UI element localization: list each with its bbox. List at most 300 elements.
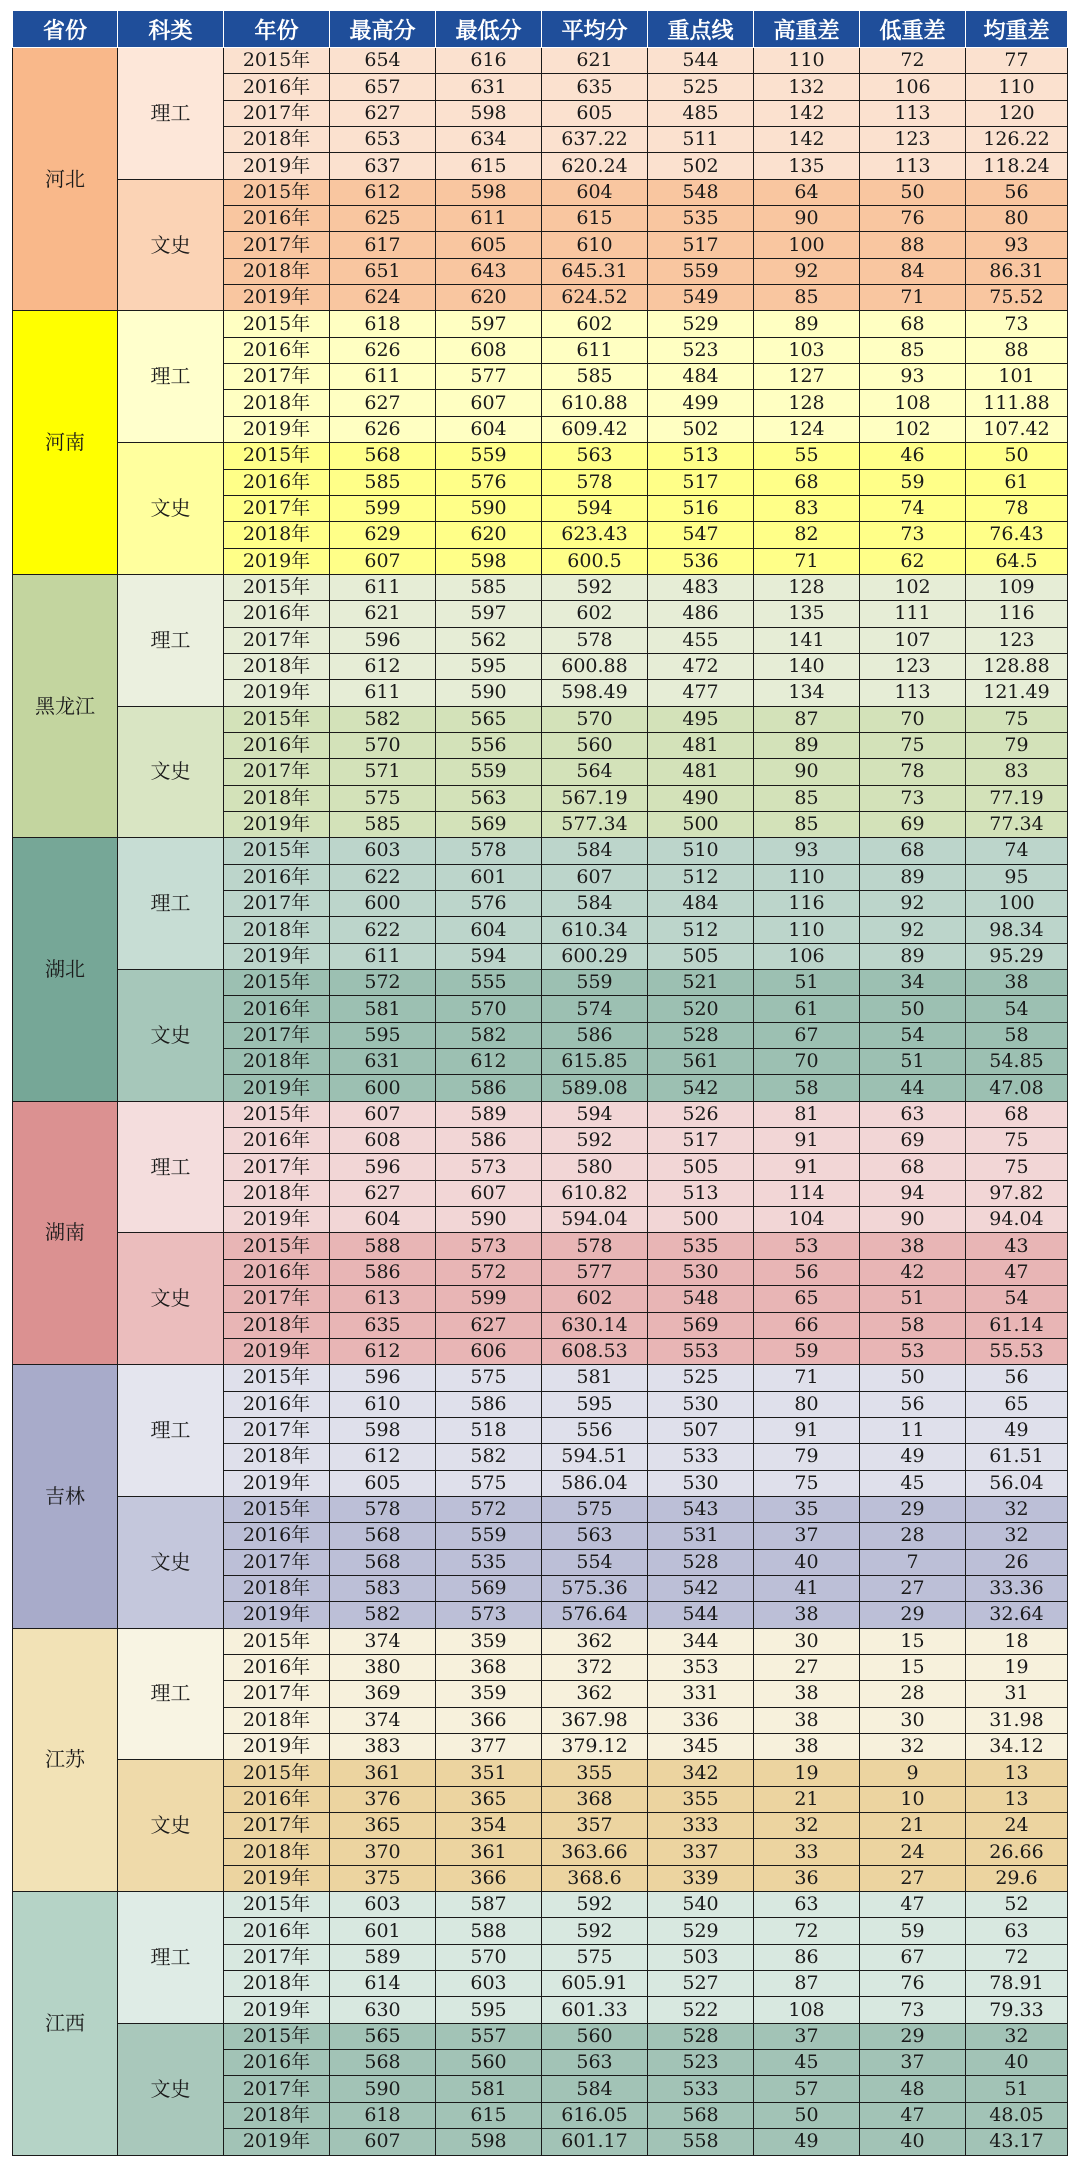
- cell-max-score: 617: [330, 232, 436, 258]
- cell-year: 2017年: [224, 1417, 330, 1443]
- cell-year: 2015年: [224, 48, 330, 74]
- cell-avg-diff: 97.82: [966, 1180, 1068, 1206]
- cell-max-score: 375: [330, 1865, 436, 1891]
- cell-max-score: 603: [330, 1892, 436, 1918]
- cell-max-score: 600: [330, 891, 436, 917]
- cell-min-score: 555: [436, 970, 542, 996]
- table-row: [13, 706, 1068, 732]
- cell-year: 2015年: [224, 970, 330, 996]
- cell-avg-score: 635: [542, 74, 648, 100]
- cell-low-diff: 11: [860, 1417, 966, 1443]
- cell-high-diff: 38: [754, 1734, 860, 1760]
- cell-avg-score: 570: [542, 706, 648, 732]
- cell-max-score: 582: [330, 1602, 436, 1628]
- cell-min-score: 598: [436, 100, 542, 126]
- cell-min-score: 563: [436, 785, 542, 811]
- cell-key-line: 533: [648, 2076, 754, 2102]
- cell-low-diff: 21: [860, 1813, 966, 1839]
- cell-avg-diff: 48.05: [966, 2102, 1068, 2128]
- cell-max-score: 380: [330, 1654, 436, 1680]
- cell-low-diff: 28: [860, 1523, 966, 1549]
- cell-low-diff: 58: [860, 1312, 966, 1338]
- cell-avg-diff: 78.91: [966, 1971, 1068, 1997]
- cell-key-line: 520: [648, 996, 754, 1022]
- cell-year: 2017年: [224, 1549, 330, 1575]
- subject-cell: 文史: [118, 1496, 224, 1628]
- cell-avg-score: 623.43: [542, 522, 648, 548]
- cell-avg-diff: 109: [966, 574, 1068, 600]
- cell-avg-diff: 76.43: [966, 522, 1068, 548]
- cell-year: 2019年: [224, 1338, 330, 1364]
- cell-avg-score: 580: [542, 1154, 648, 1180]
- cell-low-diff: 29: [860, 2023, 966, 2049]
- cell-low-diff: 44: [860, 1075, 966, 1101]
- cell-avg-score: 560: [542, 732, 648, 758]
- cell-avg-diff: 73: [966, 311, 1068, 337]
- cell-min-score: 573: [436, 1602, 542, 1628]
- cell-key-line: 517: [648, 232, 754, 258]
- cell-key-line: 540: [648, 1892, 754, 1918]
- cell-high-diff: 128: [754, 390, 860, 416]
- cell-year: 2019年: [224, 943, 330, 969]
- cell-avg-score: 578: [542, 469, 648, 495]
- cell-min-score: 575: [436, 1470, 542, 1496]
- cell-max-score: 583: [330, 1575, 436, 1601]
- cell-min-score: 595: [436, 653, 542, 679]
- cell-year: 2019年: [224, 548, 330, 574]
- cell-year: 2017年: [224, 759, 330, 785]
- cell-low-diff: 24: [860, 1839, 966, 1865]
- cell-year: 2018年: [224, 917, 330, 943]
- cell-key-line: 530: [648, 1259, 754, 1285]
- cell-key-line: 531: [648, 1523, 754, 1549]
- cell-low-diff: 27: [860, 1575, 966, 1601]
- cell-year: 2019年: [224, 1470, 330, 1496]
- cell-high-diff: 37: [754, 2023, 860, 2049]
- cell-key-line: 503: [648, 1944, 754, 1970]
- cell-min-score: 594: [436, 943, 542, 969]
- cell-high-diff: 127: [754, 364, 860, 390]
- subject-cell: 理工: [118, 311, 224, 443]
- cell-avg-score: 594: [542, 1101, 648, 1127]
- cell-max-score: 601: [330, 1918, 436, 1944]
- cell-year: 2018年: [224, 1180, 330, 1206]
- cell-key-line: 512: [648, 864, 754, 890]
- cell-key-line: 337: [648, 1839, 754, 1865]
- cell-year: 2018年: [224, 390, 330, 416]
- cell-avg-score: 567.19: [542, 785, 648, 811]
- cell-max-score: 596: [330, 1365, 436, 1391]
- cell-year: 2016年: [224, 732, 330, 758]
- cell-key-line: 569: [648, 1312, 754, 1338]
- cell-min-score: 598: [436, 2129, 542, 2155]
- cell-min-score: 535: [436, 1549, 542, 1575]
- cell-low-diff: 30: [860, 1707, 966, 1733]
- province-cell: 江苏: [13, 1628, 118, 1891]
- subject-cell: 理工: [118, 1365, 224, 1497]
- cell-low-diff: 46: [860, 443, 966, 469]
- cell-high-diff: 58: [754, 1075, 860, 1101]
- cell-year: 2016年: [224, 1128, 330, 1154]
- cell-avg-score: 600.5: [542, 548, 648, 574]
- cell-min-score: 559: [436, 759, 542, 785]
- cell-max-score: 600: [330, 1075, 436, 1101]
- cell-low-diff: 34: [860, 970, 966, 996]
- cell-low-diff: 69: [860, 811, 966, 837]
- cell-year: 2017年: [224, 232, 330, 258]
- cell-year: 2018年: [224, 653, 330, 679]
- cell-avg-score: 609.42: [542, 416, 648, 442]
- cell-year: 2019年: [224, 811, 330, 837]
- cell-key-line: 483: [648, 574, 754, 600]
- cell-low-diff: 72: [860, 48, 966, 74]
- cell-avg-score: 602: [542, 601, 648, 627]
- cell-year: 2015年: [224, 1365, 330, 1391]
- cell-key-line: 558: [648, 2129, 754, 2155]
- cell-low-diff: 84: [860, 258, 966, 284]
- cell-max-score: 612: [330, 653, 436, 679]
- cell-high-diff: 85: [754, 785, 860, 811]
- cell-high-diff: 53: [754, 1233, 860, 1259]
- subject-cell: 理工: [118, 48, 224, 180]
- cell-high-diff: 45: [754, 2050, 860, 2076]
- cell-avg-score: 575: [542, 1944, 648, 1970]
- cell-avg-score: 592: [542, 1892, 648, 1918]
- cell-high-diff: 68: [754, 469, 860, 495]
- cell-key-line: 500: [648, 1207, 754, 1233]
- province-cell: 湖北: [13, 838, 118, 1101]
- cell-low-diff: 102: [860, 574, 966, 600]
- cell-min-score: 585: [436, 574, 542, 600]
- cell-min-score: 572: [436, 1259, 542, 1285]
- cell-year: 2016年: [224, 864, 330, 890]
- cell-low-diff: 94: [860, 1180, 966, 1206]
- cell-min-score: 634: [436, 127, 542, 153]
- cell-avg-diff: 93: [966, 232, 1068, 258]
- cell-avg-score: 379.12: [542, 1734, 648, 1760]
- subject-cell: 理工: [118, 838, 224, 970]
- cell-max-score: 612: [330, 1444, 436, 1470]
- cell-avg-diff: 54.85: [966, 1049, 1068, 1075]
- cell-avg-score: 594: [542, 495, 648, 521]
- cell-low-diff: 71: [860, 285, 966, 311]
- cell-year: 2016年: [224, 1259, 330, 1285]
- cell-year: 2015年: [224, 1892, 330, 1918]
- cell-max-score: 585: [330, 811, 436, 837]
- cell-low-diff: 27: [860, 1865, 966, 1891]
- cell-key-line: 561: [648, 1049, 754, 1075]
- cell-avg-diff: 54: [966, 996, 1068, 1022]
- cell-avg-diff: 50: [966, 443, 1068, 469]
- cell-low-diff: 90: [860, 1207, 966, 1233]
- cell-avg-score: 607: [542, 864, 648, 890]
- table-row: [13, 443, 1068, 469]
- cell-max-score: 578: [330, 1496, 436, 1522]
- cell-avg-score: 602: [542, 311, 648, 337]
- cell-avg-diff: 19: [966, 1654, 1068, 1680]
- cell-low-diff: 73: [860, 522, 966, 548]
- cell-key-line: 336: [648, 1707, 754, 1733]
- cell-min-score: 598: [436, 179, 542, 205]
- cell-year: 2016年: [224, 1391, 330, 1417]
- cell-min-score: 581: [436, 2076, 542, 2102]
- cell-low-diff: 59: [860, 1918, 966, 1944]
- cell-avg-diff: 51: [966, 2076, 1068, 2102]
- cell-key-line: 517: [648, 469, 754, 495]
- cell-key-line: 529: [648, 1918, 754, 1944]
- cell-max-score: 637: [330, 153, 436, 179]
- cell-low-diff: 10: [860, 1786, 966, 1812]
- cell-key-line: 516: [648, 495, 754, 521]
- cell-high-diff: 65: [754, 1286, 860, 1312]
- cell-key-line: 528: [648, 1022, 754, 1048]
- cell-avg-score: 621: [542, 48, 648, 74]
- cell-avg-score: 577: [542, 1259, 648, 1285]
- cell-year: 2019年: [224, 1734, 330, 1760]
- cell-year: 2016年: [224, 2050, 330, 2076]
- cell-avg-diff: 116: [966, 601, 1068, 627]
- cell-avg-diff: 13: [966, 1786, 1068, 1812]
- cell-max-score: 626: [330, 416, 436, 442]
- cell-year: 2017年: [224, 1944, 330, 1970]
- cell-year: 2016年: [224, 996, 330, 1022]
- cell-avg-score: 620.24: [542, 153, 648, 179]
- cell-key-line: 544: [648, 48, 754, 74]
- cell-avg-score: 610.88: [542, 390, 648, 416]
- cell-high-diff: 55: [754, 443, 860, 469]
- cell-low-diff: 42: [860, 1259, 966, 1285]
- cell-avg-diff: 94.04: [966, 1207, 1068, 1233]
- cell-high-diff: 66: [754, 1312, 860, 1338]
- cell-year: 2018年: [224, 1707, 330, 1733]
- cell-key-line: 525: [648, 74, 754, 100]
- cell-key-line: 484: [648, 364, 754, 390]
- cell-min-score: 601: [436, 864, 542, 890]
- cell-avg-score: 578: [542, 627, 648, 653]
- cell-max-score: 568: [330, 1549, 436, 1575]
- cell-low-diff: 50: [860, 996, 966, 1022]
- cell-low-diff: 45: [860, 1470, 966, 1496]
- cell-high-diff: 91: [754, 1154, 860, 1180]
- cell-avg-score: 601.33: [542, 1997, 648, 2023]
- cell-avg-score: 554: [542, 1549, 648, 1575]
- cell-min-score: 612: [436, 1049, 542, 1075]
- cell-avg-score: 563: [542, 1523, 648, 1549]
- cell-min-score: 582: [436, 1022, 542, 1048]
- cell-year: 2016年: [224, 1654, 330, 1680]
- cell-low-diff: 75: [860, 732, 966, 758]
- cell-year: 2018年: [224, 258, 330, 284]
- cell-avg-score: 600.29: [542, 943, 648, 969]
- subject-cell: 文史: [118, 706, 224, 838]
- cell-avg-score: 592: [542, 1128, 648, 1154]
- cell-key-line: 529: [648, 311, 754, 337]
- cell-low-diff: 54: [860, 1022, 966, 1048]
- cell-high-diff: 110: [754, 864, 860, 890]
- cell-year: 2016年: [224, 469, 330, 495]
- header-province: 省份: [13, 11, 118, 48]
- cell-high-diff: 32: [754, 1813, 860, 1839]
- cell-avg-score: 372: [542, 1654, 648, 1680]
- cell-key-line: 507: [648, 1417, 754, 1443]
- cell-avg-score: 362: [542, 1681, 648, 1707]
- cell-year: 2018年: [224, 1049, 330, 1075]
- cell-key-line: 511: [648, 127, 754, 153]
- cell-max-score: 608: [330, 1128, 436, 1154]
- cell-key-line: 535: [648, 206, 754, 232]
- cell-low-diff: 92: [860, 891, 966, 917]
- cell-key-line: 486: [648, 601, 754, 627]
- cell-key-line: 481: [648, 759, 754, 785]
- cell-key-line: 559: [648, 258, 754, 284]
- cell-min-score: 582: [436, 1444, 542, 1470]
- cell-key-line: 521: [648, 970, 754, 996]
- cell-high-diff: 83: [754, 495, 860, 521]
- cell-min-score: 559: [436, 1523, 542, 1549]
- cell-min-score: 588: [436, 1918, 542, 1944]
- cell-avg-diff: 47.08: [966, 1075, 1068, 1101]
- subject-cell: 文史: [118, 1760, 224, 1892]
- cell-year: 2015年: [224, 311, 330, 337]
- cell-high-diff: 85: [754, 285, 860, 311]
- cell-min-score: 586: [436, 1391, 542, 1417]
- cell-high-diff: 70: [754, 1049, 860, 1075]
- cell-key-line: 472: [648, 653, 754, 679]
- cell-key-line: 484: [648, 891, 754, 917]
- cell-min-score: 361: [436, 1839, 542, 1865]
- cell-min-score: 365: [436, 1786, 542, 1812]
- cell-low-diff: 15: [860, 1654, 966, 1680]
- cell-low-diff: 9: [860, 1760, 966, 1786]
- cell-low-diff: 38: [860, 1233, 966, 1259]
- cell-avg-score: 563: [542, 2050, 648, 2076]
- cell-avg-diff: 32: [966, 1496, 1068, 1522]
- cell-year: 2017年: [224, 100, 330, 126]
- cell-high-diff: 36: [754, 1865, 860, 1891]
- header-avg-diff: 均重差: [966, 11, 1068, 48]
- cell-min-score: 359: [436, 1628, 542, 1654]
- cell-avg-diff: 123: [966, 627, 1068, 653]
- table-row: [13, 574, 1068, 600]
- cell-key-line: 544: [648, 1602, 754, 1628]
- cell-year: 2019年: [224, 1997, 330, 2023]
- cell-avg-diff: 63: [966, 1918, 1068, 1944]
- cell-max-score: 586: [330, 1259, 436, 1285]
- cell-high-diff: 128: [754, 574, 860, 600]
- cell-avg-diff: 75.52: [966, 285, 1068, 311]
- cell-year: 2017年: [224, 1154, 330, 1180]
- cell-year: 2018年: [224, 1312, 330, 1338]
- cell-key-line: 533: [648, 1444, 754, 1470]
- cell-max-score: 369: [330, 1681, 436, 1707]
- cell-high-diff: 92: [754, 258, 860, 284]
- cell-min-score: 572: [436, 1496, 542, 1522]
- cell-high-diff: 33: [754, 1839, 860, 1865]
- cell-key-line: 526: [648, 1101, 754, 1127]
- cell-key-line: 530: [648, 1391, 754, 1417]
- cell-low-diff: 107: [860, 627, 966, 653]
- cell-min-score: 627: [436, 1312, 542, 1338]
- cell-key-line: 342: [648, 1760, 754, 1786]
- cell-max-score: 599: [330, 495, 436, 521]
- cell-year: 2017年: [224, 1286, 330, 1312]
- cell-min-score: 607: [436, 390, 542, 416]
- cell-avg-score: 367.98: [542, 1707, 648, 1733]
- cell-low-diff: 59: [860, 469, 966, 495]
- cell-high-diff: 19: [754, 1760, 860, 1786]
- cell-min-score: 377: [436, 1734, 542, 1760]
- cell-low-diff: 113: [860, 680, 966, 706]
- subject-cell: 文史: [118, 2023, 224, 2155]
- cell-high-diff: 75: [754, 1470, 860, 1496]
- table-row: [13, 1233, 1068, 1259]
- cell-avg-score: 574: [542, 996, 648, 1022]
- table-row: [13, 311, 1068, 337]
- cell-high-diff: 86: [754, 1944, 860, 1970]
- cell-high-diff: 87: [754, 1971, 860, 1997]
- cell-year: 2015年: [224, 1628, 330, 1654]
- cell-year: 2018年: [224, 1444, 330, 1470]
- header-year: 年份: [224, 11, 330, 48]
- cell-min-score: 605: [436, 232, 542, 258]
- cell-key-line: 513: [648, 1180, 754, 1206]
- cell-low-diff: 47: [860, 1892, 966, 1918]
- cell-avg-score: 610.82: [542, 1180, 648, 1206]
- cell-avg-diff: 29.6: [966, 1865, 1068, 1891]
- cell-avg-diff: 118.24: [966, 153, 1068, 179]
- cell-min-score: 573: [436, 1154, 542, 1180]
- table-row: [13, 970, 1068, 996]
- cell-high-diff: 51: [754, 970, 860, 996]
- cell-high-diff: 49: [754, 2129, 860, 2155]
- cell-high-diff: 103: [754, 337, 860, 363]
- cell-avg-diff: 110: [966, 74, 1068, 100]
- cell-avg-diff: 13: [966, 1760, 1068, 1786]
- cell-avg-score: 624.52: [542, 285, 648, 311]
- cell-year: 2015年: [224, 1496, 330, 1522]
- cell-low-diff: 62: [860, 548, 966, 574]
- cell-avg-diff: 32: [966, 1523, 1068, 1549]
- cell-min-score: 562: [436, 627, 542, 653]
- cell-high-diff: 90: [754, 206, 860, 232]
- cell-max-score: 622: [330, 864, 436, 890]
- cell-key-line: 536: [648, 548, 754, 574]
- cell-key-line: 553: [648, 1338, 754, 1364]
- cell-avg-score: 362: [542, 1628, 648, 1654]
- cell-max-score: 635: [330, 1312, 436, 1338]
- cell-low-diff: 69: [860, 1128, 966, 1154]
- cell-min-score: 606: [436, 1338, 542, 1364]
- cell-min-score: 616: [436, 48, 542, 74]
- cell-key-line: 499: [648, 390, 754, 416]
- cell-avg-diff: 78: [966, 495, 1068, 521]
- cell-min-score: 518: [436, 1417, 542, 1443]
- cell-high-diff: 116: [754, 891, 860, 917]
- cell-year: 2016年: [224, 1786, 330, 1812]
- cell-max-score: 611: [330, 680, 436, 706]
- cell-high-diff: 135: [754, 153, 860, 179]
- cell-min-score: 643: [436, 258, 542, 284]
- cell-low-diff: 68: [860, 311, 966, 337]
- cell-year: 2017年: [224, 1681, 330, 1707]
- cell-low-diff: 85: [860, 337, 966, 363]
- cell-max-score: 630: [330, 1997, 436, 2023]
- cell-high-diff: 40: [754, 1549, 860, 1575]
- header-min-score: 最低分: [436, 11, 542, 48]
- subject-cell: 文史: [118, 179, 224, 311]
- cell-avg-score: 581: [542, 1365, 648, 1391]
- cell-max-score: 611: [330, 574, 436, 600]
